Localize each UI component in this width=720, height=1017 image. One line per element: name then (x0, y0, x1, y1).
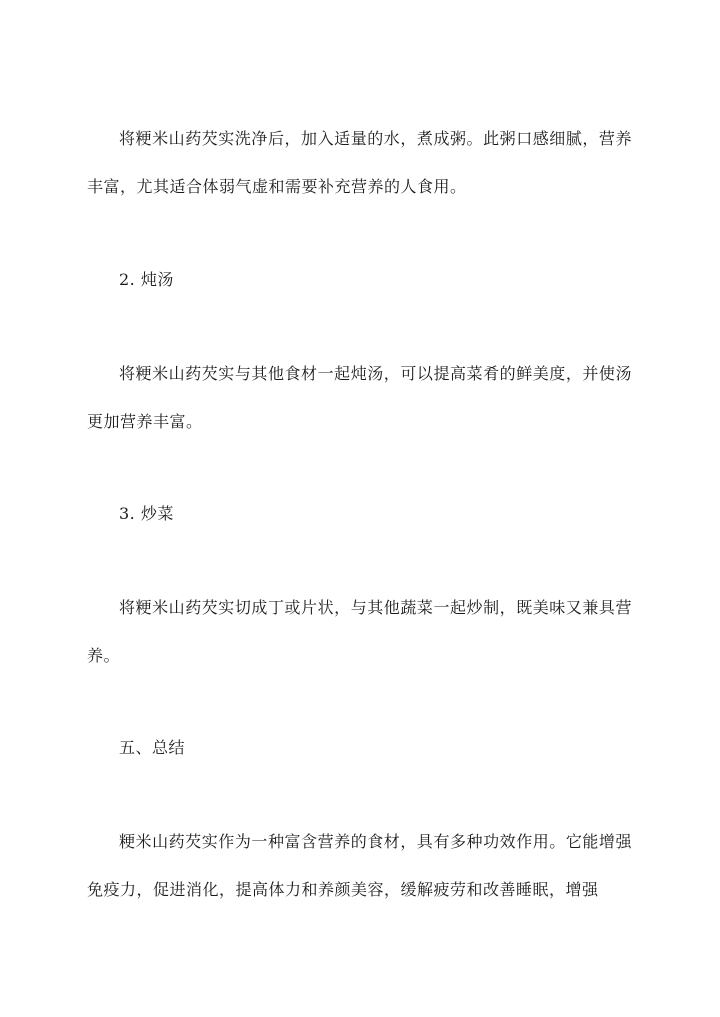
porridge-paragraph: 将粳米山药芡实洗净后，加入适量的水，煮成粥。此粥口感细腻，营养丰富，尤其适合体弱气虚和需要补充营养的人食用。 (87, 129, 632, 196)
section-heading-summary: 五、总结 (119, 738, 186, 757)
section-heading-stew: 2. 炖汤 (119, 270, 174, 289)
stew-paragraph: 将粳米山药芡实与其他食材一起炖汤，可以提高菜肴的鲜美度，并使汤更加营养丰富。 (87, 364, 632, 431)
stir-fry-paragraph: 将粳米山药芡实切成丁或片状，与其他蔬菜一起炒制，既美味又兼具营养。 (87, 598, 632, 665)
section-heading-stir-fry: 3. 炒菜 (119, 504, 174, 523)
summary-paragraph: 粳米山药芡实作为一种富含营养的食材，具有多种功效作用。它能增强免疫力，促进消化，提高体力和养颜美容，缓解疲劳和改善睡眠，增强 (87, 832, 632, 899)
